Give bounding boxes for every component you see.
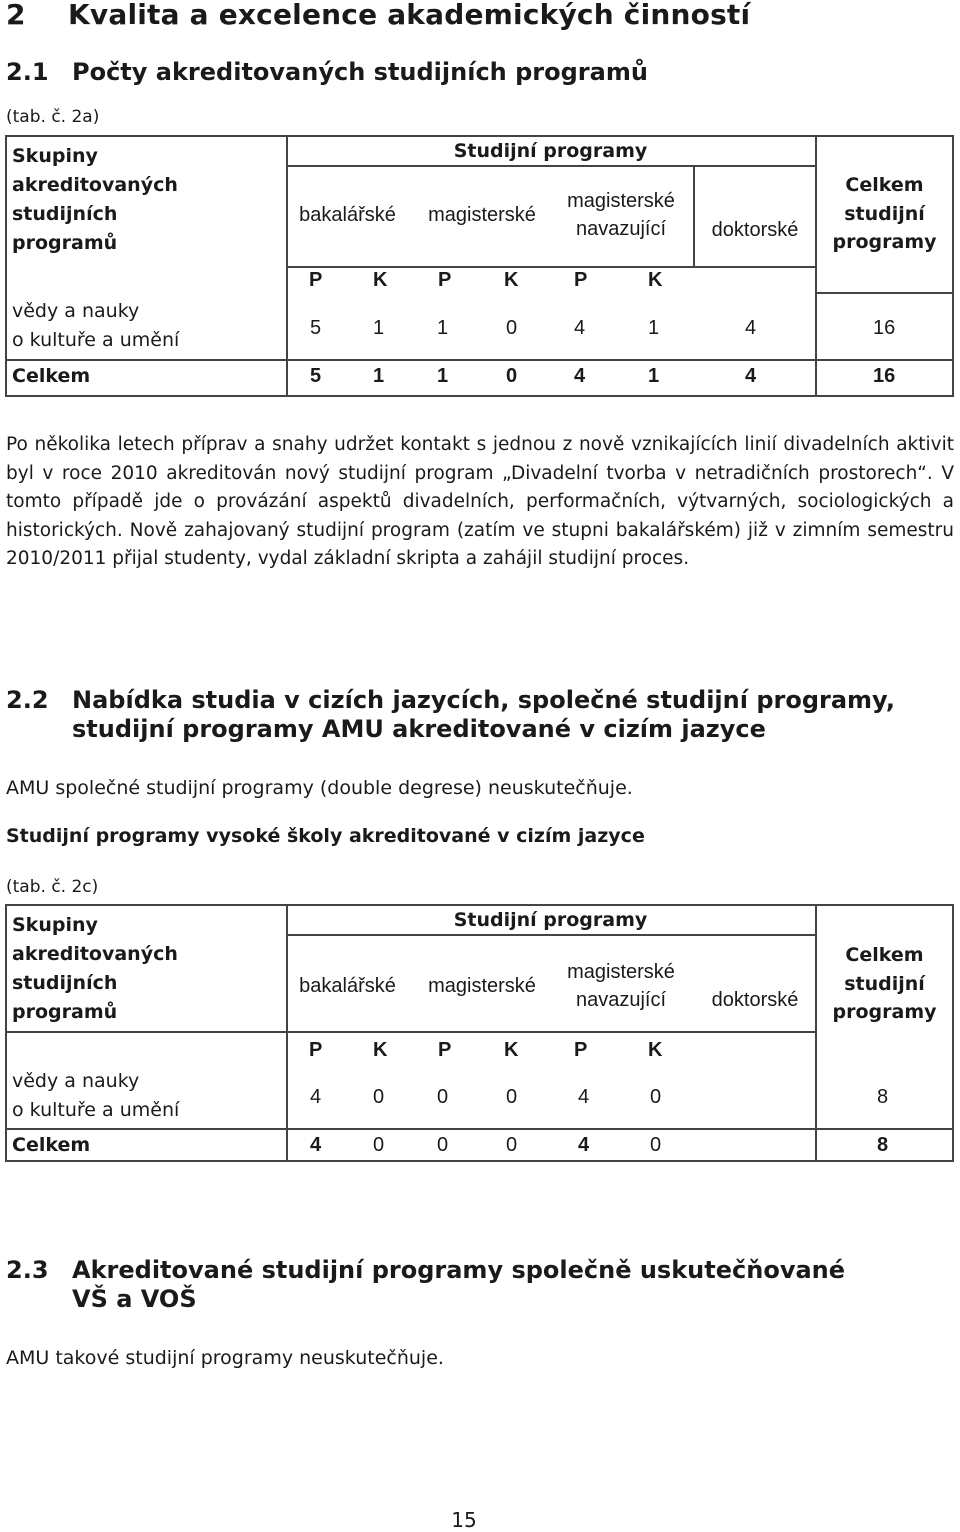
foreign-language-heading: Studijní programy vysoké školy akreditované v cizím jazyce xyxy=(6,825,645,847)
group-header: Studijní programy xyxy=(453,140,648,162)
table-c xyxy=(5,904,954,1162)
pk-label: P xyxy=(438,1039,452,1061)
total-row-label: Celkem xyxy=(12,1134,91,1156)
col-magisterske: magisterské xyxy=(428,975,536,997)
table-cell: 0 xyxy=(437,1086,449,1108)
table-cell: 16 xyxy=(873,317,896,339)
col-magisterske: magisterské xyxy=(428,204,536,226)
total-cell: 0 xyxy=(373,1134,385,1156)
total-cell: 0 xyxy=(506,365,518,387)
table-cell: 1 xyxy=(648,317,660,339)
table-cell: 4 xyxy=(310,1086,322,1108)
table-cell: 4 xyxy=(578,1086,590,1108)
table-divider xyxy=(815,292,954,294)
double-degree-note: AMU společné studijní programy (double degrese) neuskutečňuje. xyxy=(6,777,633,799)
total-cell: 4 xyxy=(745,365,757,387)
table-divider xyxy=(286,266,815,268)
row-header: Skupiny akreditovaných studijních programů xyxy=(12,914,178,1023)
total-cell: 0 xyxy=(437,1134,449,1156)
col-doktorske: doktorské xyxy=(711,989,799,1011)
table-cell: 0 xyxy=(650,1086,662,1108)
table-cell: 4 xyxy=(574,317,586,339)
table-cell: 1 xyxy=(437,317,449,339)
pk-label: K xyxy=(504,269,519,291)
page-number: 15 xyxy=(451,1508,477,1532)
row-header: Skupiny akreditovaných studijních programů xyxy=(12,145,178,254)
pk-label: K xyxy=(373,1039,388,1061)
pk-label: P xyxy=(309,1039,323,1061)
total-cell: 0 xyxy=(650,1134,662,1156)
total-cell: 1 xyxy=(373,365,385,387)
total-cell: 5 xyxy=(310,365,322,387)
total-header: Celkem studijní programy xyxy=(832,174,937,253)
total-cell: 0 xyxy=(506,1134,518,1156)
section-title-line2: VŠ a VOŠ xyxy=(72,1285,197,1313)
table-cell: 4 xyxy=(745,317,757,339)
pk-label: K xyxy=(504,1039,519,1061)
total-cell: 4 xyxy=(574,365,586,387)
section-number: 2.3 xyxy=(6,1256,49,1284)
table-cell: 0 xyxy=(506,1086,518,1108)
section-title: Počty akreditovaných studijních programů xyxy=(72,58,648,86)
section-title: Akreditované studijní programy společně uskutečňované xyxy=(72,1256,846,1284)
table-a-caption: (tab. č. 2a) xyxy=(6,107,100,127)
table-divider xyxy=(7,359,952,361)
row-label: vědy a nauky o kultuře a umění xyxy=(12,300,180,351)
table-divider xyxy=(7,1128,952,1130)
table-a xyxy=(5,135,954,397)
col-bakalarske: bakalářské xyxy=(299,975,396,997)
pk-label: K xyxy=(648,269,663,291)
col-magisterske-navazujici: magisterské navazující xyxy=(567,190,675,240)
table-divider xyxy=(7,1031,815,1033)
table-divider xyxy=(286,137,288,395)
total-cell: 4 xyxy=(310,1134,322,1156)
pk-label: P xyxy=(574,269,588,291)
total-cell: 16 xyxy=(873,365,896,387)
table-cell: 8 xyxy=(877,1086,889,1108)
pk-label: K xyxy=(373,269,388,291)
section-title: Nabídka studia v cizích jazycích, společné studijní programy, xyxy=(72,686,895,714)
pk-label: P xyxy=(574,1039,588,1061)
col-magisterske-navazujici: magisterské navazující xyxy=(567,961,675,1011)
section-2-3-heading xyxy=(6,1256,845,1314)
group-header: Studijní programy xyxy=(453,909,648,931)
col-doktorske: doktorské xyxy=(711,219,799,241)
chapter-number: 2 xyxy=(6,0,26,31)
section-number: 2.1 xyxy=(6,58,49,86)
pk-label: P xyxy=(438,269,452,291)
total-cell: 1 xyxy=(648,365,660,387)
total-row-label: Celkem xyxy=(12,365,91,387)
chapter-title: Kvalita a excelence akademických činností xyxy=(68,0,751,31)
section-title-line2: studijní programy AMU akreditované v cizím jazyce xyxy=(72,715,766,743)
table-cell: 5 xyxy=(310,317,322,339)
pk-label: P xyxy=(309,269,323,291)
total-cell: 4 xyxy=(578,1134,590,1156)
row-label: vědy a nauky o kultuře a umění xyxy=(12,1070,180,1121)
amu-vos-note: AMU takové studijní programy neuskutečňuje. xyxy=(6,1347,444,1369)
table-cell: 0 xyxy=(506,317,518,339)
table-cell: 0 xyxy=(373,1086,385,1108)
chapter-heading xyxy=(6,0,750,30)
pk-label: K xyxy=(648,1039,663,1061)
total-cell: 1 xyxy=(437,365,449,387)
section-2-1-heading xyxy=(6,57,648,87)
body-paragraph: Po několika letech příprav a snahy udržet kontakt s jednou z nově vznikajících linií divadelních aktivit byl v roce 2010 akreditován nový studijní program „Divadelní tvorba v netradičních prostorech“. V tomto případě jde o provázání aspektů divadelních, performačních, výtvarných, sociologických a historických. Nově zahajovaný studijní program (zatím ve stupni bakalářském) již v zimním semestru 2010/2011 přijal studenty, vydal základní skripta a zahájil studijní proces. xyxy=(6,434,954,569)
col-bakalarske: bakalářské xyxy=(299,204,396,226)
section-number: 2.2 xyxy=(6,686,49,714)
section-2-2-heading xyxy=(6,686,895,744)
table-c-caption: (tab. č. 2c) xyxy=(6,877,99,897)
table-cell: 1 xyxy=(373,317,385,339)
total-header: Celkem studijní programy xyxy=(832,944,937,1023)
table-divider xyxy=(286,906,288,1160)
total-cell: 8 xyxy=(877,1134,889,1156)
